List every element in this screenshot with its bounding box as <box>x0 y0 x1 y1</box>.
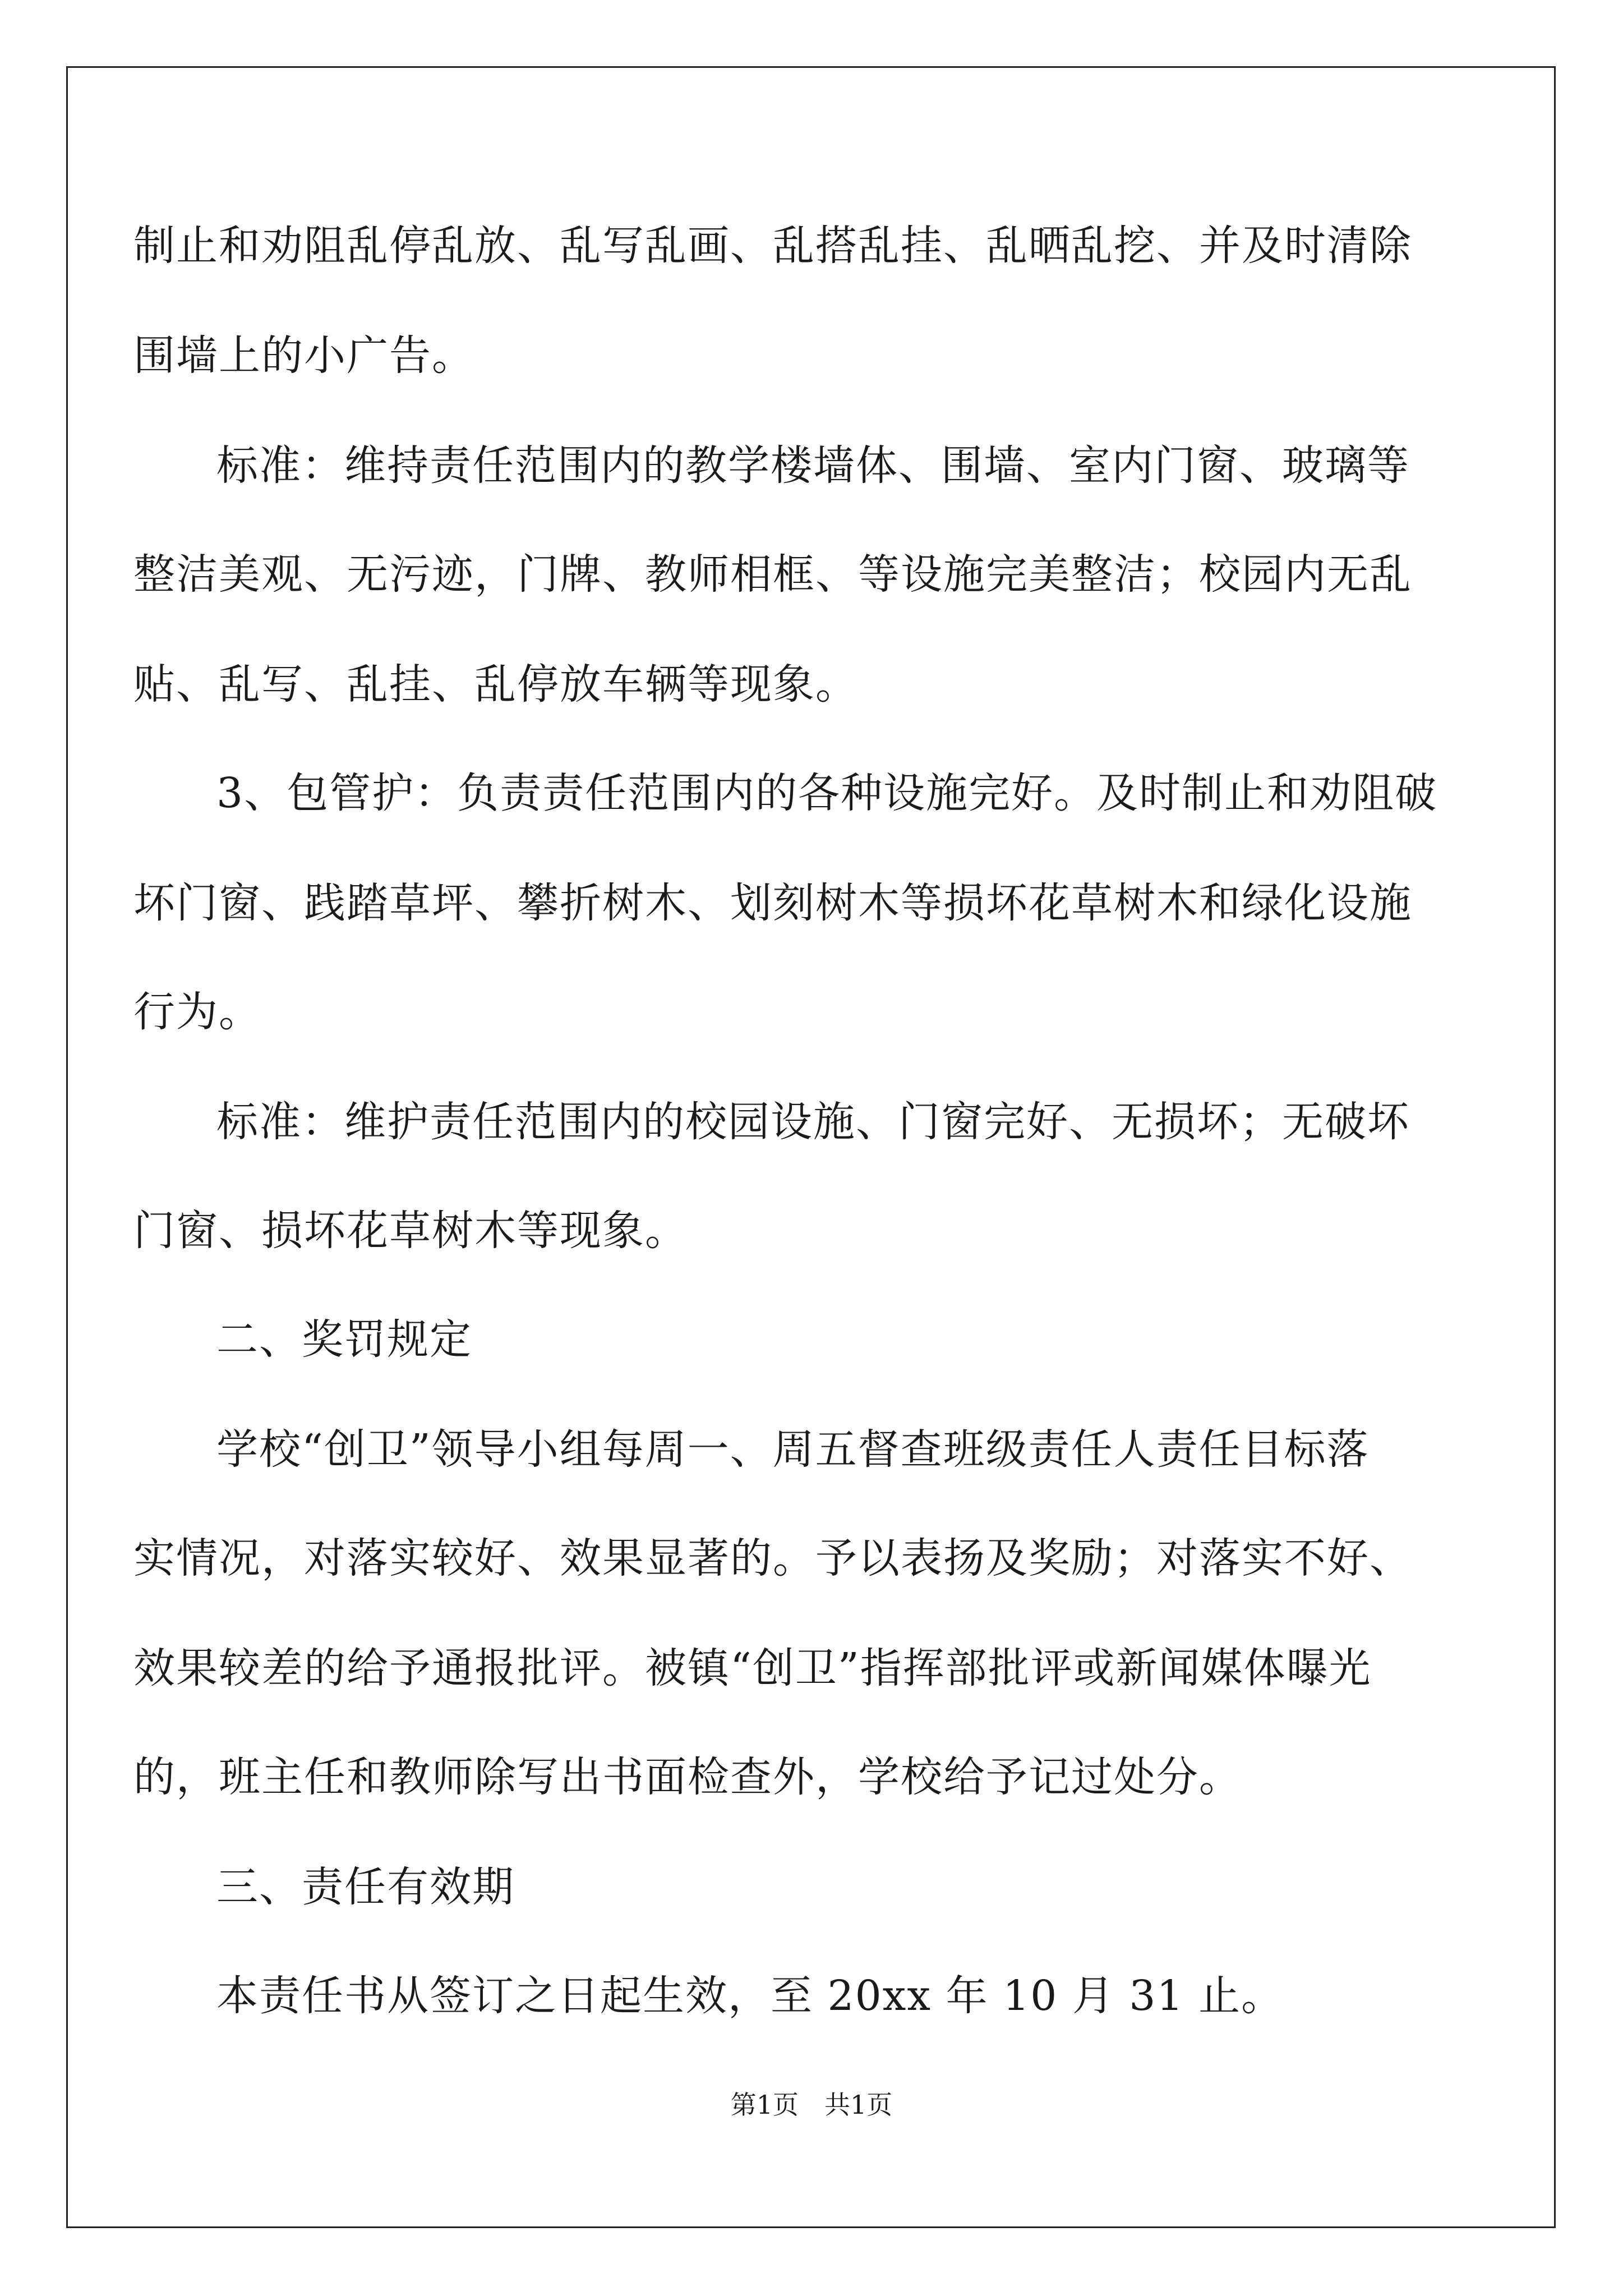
paragraph-1-line-2: 围墙上的小广告。 <box>133 332 474 380</box>
paragraph-3-line-1: 3、包管护：负责责任范围内的各种设施完好。及时制止和劝阻破 <box>216 769 1438 817</box>
paragraph-4-line-2: 门窗、损坏花草树木等现象。 <box>133 1207 688 1255</box>
paragraph-2-line-1: 标准：维持责任范围内的教学楼墙体、围墙、室内门窗、玻璃等 <box>216 441 1410 490</box>
paragraph-6-line-3: 效果较差的给予通报批评。被镇“创卫”指挥部批评或新闻媒体曝光 <box>133 1644 1372 1692</box>
page-number: 第1页 <box>730 2090 799 2120</box>
paragraph-3-line-3: 行为。 <box>133 988 261 1036</box>
paragraph-3-line-2: 坏门窗、践踏草坪、攀折树木、划刻树木等损坏花草树木和绿化设施 <box>133 879 1412 927</box>
paragraph-6-line-1: 学校“创卫”领导小组每周一、周五督查班级责任人责任目标落 <box>216 1425 1370 1474</box>
section-heading-rewards: 二、奖罚规定 <box>216 1315 472 1364</box>
paragraph-6-line-2: 实情况，对落实较好、效果显著的。予以表扬及奖励；对落实不好、 <box>133 1534 1412 1582</box>
paragraph-2-line-3: 贴、乱写、乱挂、乱停放车辆等现象。 <box>133 660 858 708</box>
paragraph-1-line-1: 制止和劝阻乱停乱放、乱写乱画、乱搭乱挂、乱晒乱挖、并及时清除 <box>133 222 1412 270</box>
paragraph-6-line-4: 的，班主任和教师除写出书面检查外，学校给予记过处分。 <box>133 1753 1242 1801</box>
paragraph-2-line-2: 整洁美观、无污迹，门牌、教师相框、等设施完美整洁；校园内无乱 <box>133 550 1412 599</box>
paragraph-8-line-1: 本责任书从签订之日起生效，至 20xx 年 10 月 31 止。 <box>216 1972 1284 2020</box>
page-total: 共1页 <box>824 2090 893 2120</box>
page-footer <box>0 2088 1623 2122</box>
paragraph-4-line-1: 标准：维护责任范围内的校园设施、门窗完好、无损坏；无破坏 <box>216 1098 1410 1146</box>
section-heading-validity: 三、责任有效期 <box>216 1863 515 1911</box>
